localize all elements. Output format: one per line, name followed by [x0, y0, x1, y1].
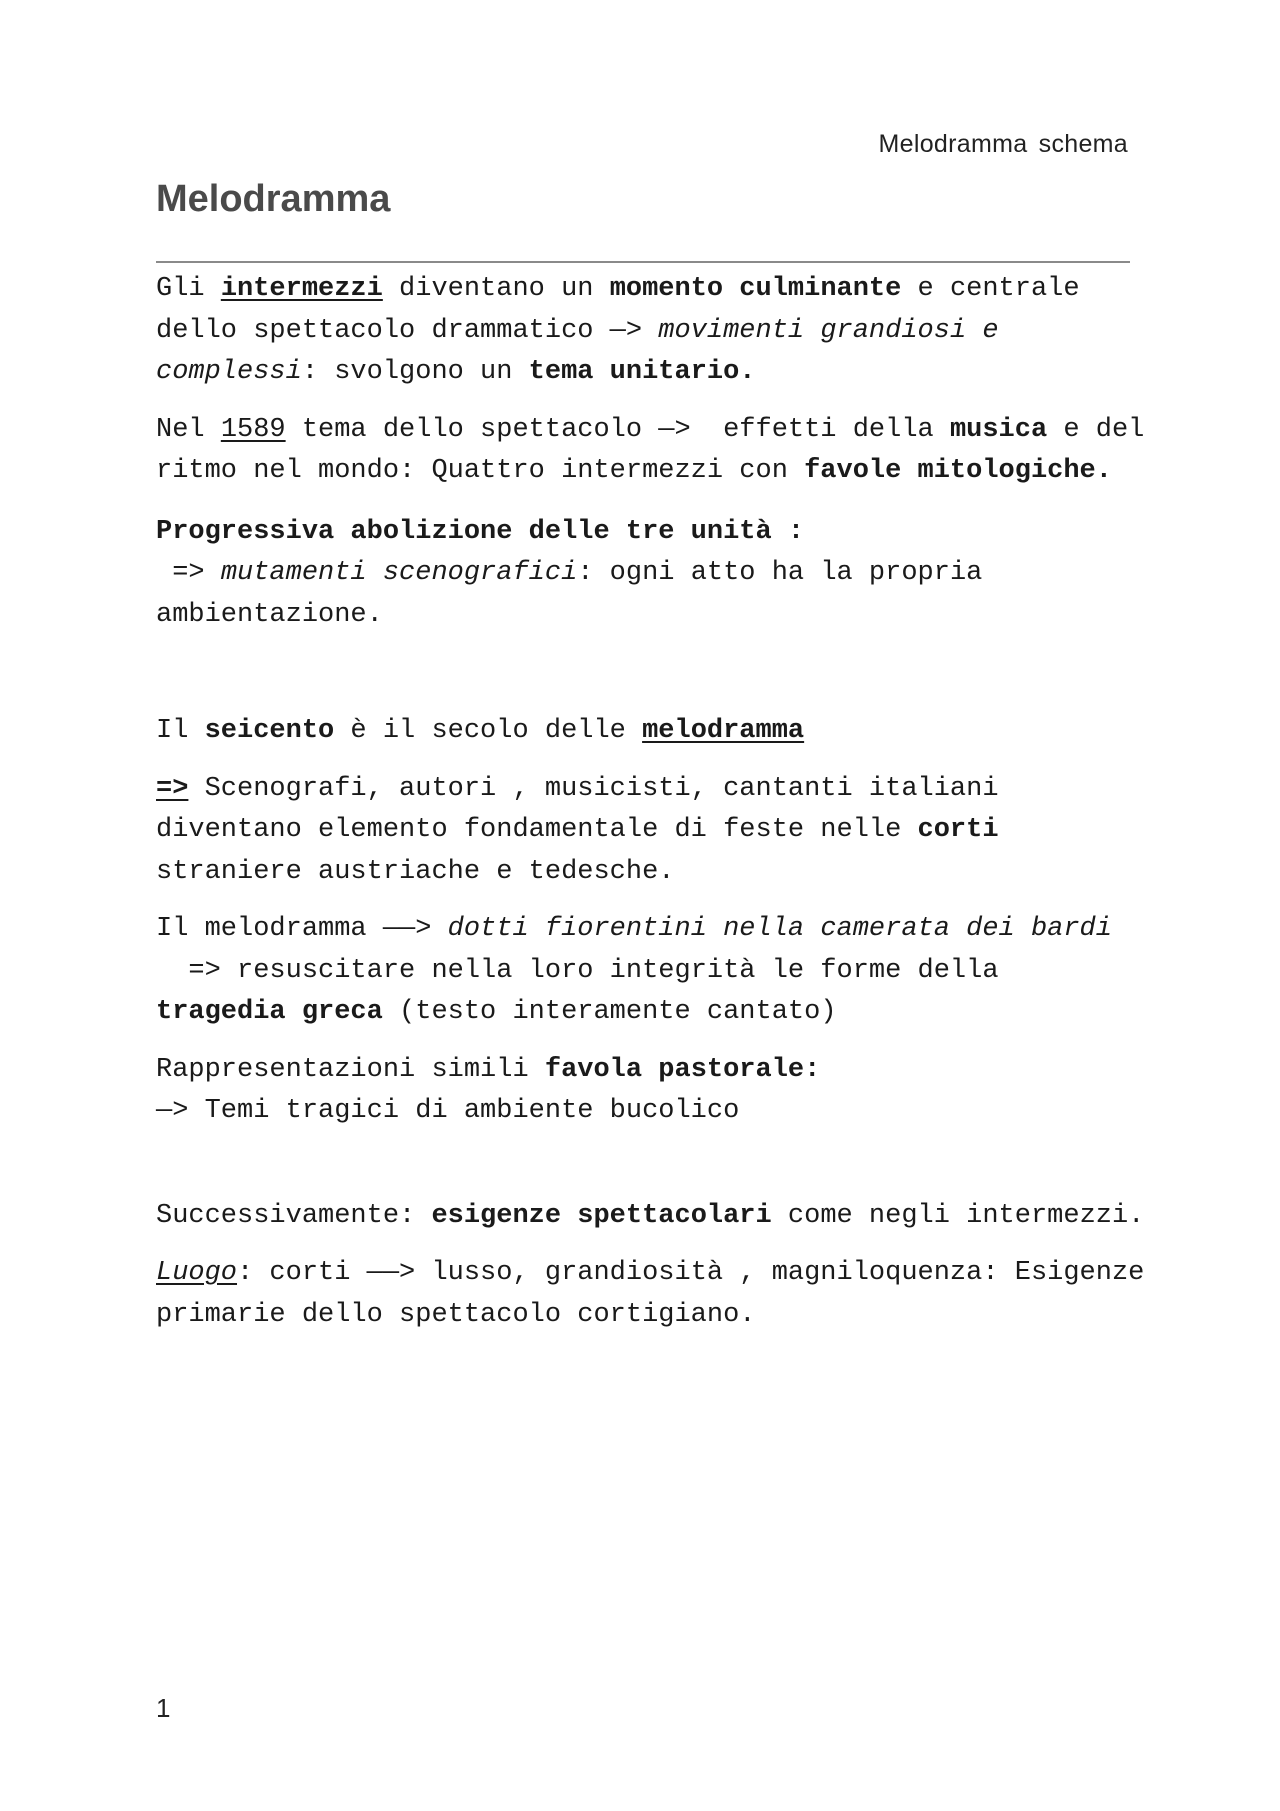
text: Successivamente:	[156, 1200, 432, 1231]
text: Gli	[156, 274, 221, 304]
paragraph-origini	[156, 909, 1146, 1034]
text: Nel	[156, 414, 221, 445]
paragraph-intermezzi	[156, 269, 1146, 394]
term-mutamenti-scenografici: mutamenti scenografici	[220, 558, 578, 588]
text: : svolgono un	[301, 357, 529, 387]
page-number: 1	[156, 1693, 171, 1723]
document-body	[156, 269, 1161, 1336]
term-tema-unitario: tema unitario.	[528, 357, 756, 387]
paragraph-abolizione	[156, 512, 1146, 637]
term-seicento: seicento	[204, 716, 335, 746]
text: —> Temi tragici di ambiente bucolico	[156, 1096, 740, 1126]
term-luogo: Luogo	[156, 1258, 238, 1288]
term-tragedia-greca: tragedia greca	[156, 997, 383, 1027]
text: =>	[156, 558, 221, 588]
paragraph-luogo	[156, 1253, 1161, 1336]
text: : corti ——> lusso, grandiosità , magniloquenza: Esigenze primarie dello spettacolo cortigiano.	[156, 1258, 1161, 1330]
paragraph-1589	[156, 410, 1161, 493]
term-favola-pastorale: favola pastorale:	[544, 1054, 821, 1085]
text: e centrale dello spettacolo drammatico —>	[156, 274, 1096, 346]
term-favole-mitologiche: favole mitologiche.	[804, 456, 1112, 486]
term-intermezzi: intermezzi	[220, 274, 383, 304]
text: e del ritmo nel mondo: Quattro intermezzi con	[156, 414, 1161, 486]
text: diventano un	[382, 274, 610, 304]
term-melodramma: melodramma	[642, 716, 805, 746]
term-momento-culminante: momento culminante	[609, 274, 902, 304]
text: => resuscitare nella loro integrità le forme della	[156, 955, 999, 986]
paragraph-scenografi	[156, 769, 1146, 894]
running-header: Melodramma schema	[878, 130, 1128, 158]
term-corti: corti	[917, 815, 999, 845]
text: Il	[156, 716, 205, 746]
year-1589: 1589	[220, 414, 286, 445]
arrow-marker: =>	[156, 773, 189, 804]
text: Rappresentazioni simili	[156, 1054, 545, 1085]
text: : ogni atto ha la propria ambientazione.	[156, 558, 999, 630]
paragraph-successivamente	[156, 1196, 1146, 1238]
heading-abolizione: Progressiva abolizione delle tre unità :	[156, 516, 805, 547]
text: tema dello spettacolo —> effetti della	[285, 414, 950, 445]
term-musica: musica	[949, 414, 1048, 445]
text: come negli intermezzi.	[771, 1200, 1145, 1231]
paragraph-seicento	[156, 711, 1146, 753]
term-movimenti: movimenti grandiosi e complessi	[156, 315, 1015, 387]
paragraph-favola-pastorale	[156, 1050, 1146, 1133]
term-esigenze-spettacolari: esigenze spettacolari	[431, 1200, 772, 1231]
term-dotti-fiorentini: dotti fiorentini nella camerata dei bardi	[447, 914, 1112, 944]
text: (testo interamente cantato)	[382, 997, 837, 1027]
text: Scenografi, autori , musicisti, cantanti italiani diventano elemento fondamentale di feste nelle	[156, 773, 1015, 845]
text: è il secolo delle	[334, 716, 643, 746]
title-divider	[156, 261, 1130, 263]
text: Il melodramma ——>	[156, 914, 448, 944]
page-title: Melodramma	[156, 178, 391, 220]
text: straniere austriache e tedesche.	[156, 815, 1015, 887]
